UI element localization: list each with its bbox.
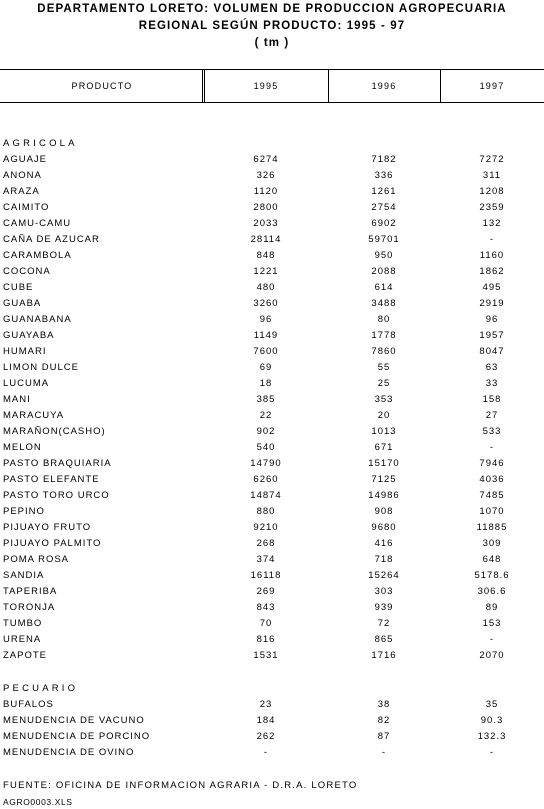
product-name: URENA xyxy=(3,634,42,645)
value-1996: 336 xyxy=(374,170,394,181)
value-1997: 1160 xyxy=(479,250,505,261)
product-name: MENUDENCIA DE OVINO xyxy=(3,747,135,758)
value-1996: - xyxy=(381,747,387,758)
product-name: ANONA xyxy=(3,170,42,181)
value-1996: 59701 xyxy=(368,234,400,245)
value-1995: 2800 xyxy=(253,202,279,213)
value-1995: 1149 xyxy=(253,330,279,341)
value-1995: 184 xyxy=(256,715,276,726)
value-1997: 1208 xyxy=(479,186,505,197)
value-1997: 533 xyxy=(482,426,502,437)
section-header xyxy=(0,681,544,697)
section-header xyxy=(0,136,544,152)
value-1997: 1957 xyxy=(479,330,505,341)
value-1996: 1716 xyxy=(371,650,397,661)
product-name: AGUAJE xyxy=(3,154,48,165)
value-1997: 63 xyxy=(485,362,499,373)
product-name: PASTO BRAQUIARIA xyxy=(3,458,112,469)
product-name: CARAMBOLA xyxy=(3,250,72,261)
table-row xyxy=(0,152,544,168)
product-name: PASTO TORO URCO xyxy=(3,490,110,501)
product-name: PASTO ELEFANTE xyxy=(3,474,100,485)
value-1997: - xyxy=(489,634,495,645)
table-row xyxy=(0,360,544,376)
product-name: SANDIA xyxy=(3,570,45,581)
value-1995: 22 xyxy=(259,410,273,421)
value-1997: 2070 xyxy=(479,650,505,661)
value-1996: 15170 xyxy=(368,458,400,469)
value-1997: 90.3 xyxy=(480,715,504,726)
value-1996: 38 xyxy=(377,699,391,710)
product-name: MENUDENCIA DE VACUNO xyxy=(3,715,145,726)
value-1997: 89 xyxy=(485,602,499,613)
value-1996: 416 xyxy=(374,538,394,549)
product-name: ARAZA xyxy=(3,186,40,197)
value-1995: 7600 xyxy=(253,346,279,357)
table-row xyxy=(0,584,544,600)
value-1996: 82 xyxy=(377,715,391,726)
section-spacer xyxy=(0,664,544,681)
value-1996: 7125 xyxy=(371,474,397,485)
table-row xyxy=(0,745,544,761)
value-1997: - xyxy=(489,234,495,245)
value-1996: 353 xyxy=(374,394,394,405)
value-1996: 20 xyxy=(377,410,391,421)
value-1997: 1070 xyxy=(479,506,505,517)
value-1997: 153 xyxy=(482,618,502,629)
value-1996: 15264 xyxy=(368,570,400,581)
value-1995: 2033 xyxy=(253,218,279,229)
table-row xyxy=(0,504,544,520)
value-1995: 6260 xyxy=(253,474,279,485)
table-row xyxy=(0,248,544,264)
product-name: GUAYABA xyxy=(3,330,55,341)
value-1997: 2359 xyxy=(479,202,505,213)
value-1996: 1261 xyxy=(371,186,397,197)
value-1997: 132 xyxy=(482,218,502,229)
product-name: POMA ROSA xyxy=(3,554,70,565)
value-1997: 311 xyxy=(482,170,502,181)
value-1996: 7182 xyxy=(371,154,397,165)
value-1996: 939 xyxy=(374,602,394,613)
value-1997: - xyxy=(489,442,495,453)
header-1997: 1997 xyxy=(479,81,505,91)
value-1995: 28114 xyxy=(250,234,282,245)
product-name: LUCUMA xyxy=(3,378,50,389)
product-name: GUANABANA xyxy=(3,314,72,325)
value-1995: 70 xyxy=(259,618,273,629)
value-1995: 18 xyxy=(259,378,273,389)
value-1996: 865 xyxy=(374,634,394,645)
value-1997: 132.3 xyxy=(477,731,507,742)
value-1997: 35 xyxy=(485,699,499,710)
table-row xyxy=(0,697,544,713)
value-1996: 303 xyxy=(374,586,394,597)
table-row xyxy=(0,713,544,729)
product-name: MELON xyxy=(3,442,42,453)
section-label: PECUARIO xyxy=(3,683,79,694)
value-1995: 843 xyxy=(256,602,276,613)
table-row xyxy=(0,600,544,616)
value-1995: 540 xyxy=(256,442,276,453)
value-1996: 718 xyxy=(374,554,394,565)
value-1996: 1013 xyxy=(371,426,397,437)
value-1997: 4036 xyxy=(479,474,505,485)
title-line-1: DEPARTAMENTO LORETO: VOLUMEN DE PRODUCCION AGROPECUARIA xyxy=(37,3,507,15)
table-row xyxy=(0,312,544,328)
value-1996: 6902 xyxy=(371,218,397,229)
product-name: PIJUAYO FRUTO xyxy=(3,522,92,533)
product-name: TAPERIBA xyxy=(3,586,58,597)
value-1995: 96 xyxy=(259,314,273,325)
table-body xyxy=(0,136,544,761)
table-header xyxy=(0,69,544,103)
value-1997: 648 xyxy=(482,554,502,565)
product-name: CAÑA DE AZUCAR xyxy=(3,234,100,245)
value-1997: 96 xyxy=(485,314,499,325)
product-name: CAMU-CAMU xyxy=(3,218,72,229)
header-divider xyxy=(202,70,203,102)
value-1996: 2754 xyxy=(371,202,397,213)
table-row xyxy=(0,328,544,344)
product-name: MARACUYA xyxy=(3,410,65,421)
table-row xyxy=(0,392,544,408)
value-1996: 908 xyxy=(374,506,394,517)
value-1997: 7946 xyxy=(479,458,505,469)
value-1997: 306.6 xyxy=(477,586,507,597)
table-row xyxy=(0,296,544,312)
value-1997: 7485 xyxy=(479,490,505,501)
product-name: COCONA xyxy=(3,266,51,277)
value-1997: - xyxy=(489,747,495,758)
table-row xyxy=(0,456,544,472)
value-1995: - xyxy=(263,747,269,758)
table-row xyxy=(0,280,544,296)
table-row xyxy=(0,520,544,536)
table-row xyxy=(0,232,544,248)
value-1995: 385 xyxy=(256,394,276,405)
value-1996: 2088 xyxy=(371,266,397,277)
table-row xyxy=(0,616,544,632)
value-1995: 902 xyxy=(256,426,276,437)
product-name: PIJUAYO PALMITO xyxy=(3,538,102,549)
header-producto: PRODUCTO xyxy=(71,81,133,91)
value-1995: 1221 xyxy=(253,266,279,277)
product-name: LIMON DULCE xyxy=(3,362,79,373)
value-1995: 1531 xyxy=(253,650,279,661)
product-name: PEPINO xyxy=(3,506,45,517)
value-1995: 816 xyxy=(256,634,276,645)
table-row xyxy=(0,344,544,360)
footer-file: AGRO0003.XLS xyxy=(3,797,73,807)
table-row xyxy=(0,568,544,584)
value-1997: 158 xyxy=(482,394,502,405)
value-1997: 27 xyxy=(485,410,499,421)
value-1996: 3488 xyxy=(371,298,397,309)
header-1996: 1996 xyxy=(371,81,397,91)
value-1996: 9680 xyxy=(371,522,397,533)
table-row xyxy=(0,168,544,184)
value-1997: 11885 xyxy=(476,522,508,533)
product-name: GUABA xyxy=(3,298,42,309)
table-row xyxy=(0,184,544,200)
value-1997: 8047 xyxy=(479,346,505,357)
value-1995: 3260 xyxy=(253,298,279,309)
title-line-2: REGIONAL SEGÚN PRODUCTO: 1995 - 97 xyxy=(138,20,406,32)
value-1997: 2919 xyxy=(479,298,505,309)
value-1995: 16118 xyxy=(250,570,282,581)
value-1996: 87 xyxy=(377,731,391,742)
value-1996: 1778 xyxy=(371,330,397,341)
value-1995: 262 xyxy=(256,731,276,742)
product-name: TUMBO xyxy=(3,618,43,629)
value-1995: 69 xyxy=(259,362,273,373)
table-row xyxy=(0,216,544,232)
value-1995: 880 xyxy=(256,506,276,517)
section-label: AGRICOLA xyxy=(3,138,78,149)
product-name: CAIMITO xyxy=(3,202,50,213)
value-1996: 614 xyxy=(374,282,394,293)
product-name: CUBE xyxy=(3,282,34,293)
table-row xyxy=(0,376,544,392)
product-name: MENUDENCIA DE PORCINO xyxy=(3,731,151,742)
product-name: MARAÑON(CASHO) xyxy=(3,426,106,437)
value-1997: 5178.6 xyxy=(474,570,510,581)
value-1995: 23 xyxy=(259,699,273,710)
title-unit: ( tm ) xyxy=(254,37,290,49)
product-name: MANI xyxy=(3,394,31,405)
product-name: ZAPOTE xyxy=(3,650,48,661)
value-1996: 950 xyxy=(374,250,394,261)
product-name: BUFALOS xyxy=(3,699,54,710)
value-1996: 72 xyxy=(377,618,391,629)
footer-source: FUENTE: OFICINA DE INFORMACION AGRARIA - D.R.A. LORETO xyxy=(3,780,358,791)
value-1996: 25 xyxy=(377,378,391,389)
value-1996: 7860 xyxy=(371,346,397,357)
value-1997: 33 xyxy=(485,378,499,389)
value-1997: 7272 xyxy=(479,154,505,165)
table-row xyxy=(0,729,544,745)
value-1996: 55 xyxy=(377,362,391,373)
value-1997: 495 xyxy=(482,282,502,293)
value-1995: 326 xyxy=(256,170,276,181)
value-1997: 309 xyxy=(482,538,502,549)
value-1995: 9210 xyxy=(253,522,279,533)
value-1996: 671 xyxy=(374,442,394,453)
table-row xyxy=(0,408,544,424)
table-row xyxy=(0,472,544,488)
table-row xyxy=(0,200,544,216)
table-row xyxy=(0,536,544,552)
value-1995: 1120 xyxy=(253,186,279,197)
header-1995: 1995 xyxy=(253,81,279,91)
value-1995: 14790 xyxy=(250,458,282,469)
value-1996: 80 xyxy=(377,314,391,325)
value-1995: 848 xyxy=(256,250,276,261)
value-1996: 14986 xyxy=(368,490,400,501)
value-1995: 269 xyxy=(256,586,276,597)
product-name: HUMARI xyxy=(3,346,47,357)
value-1995: 268 xyxy=(256,538,276,549)
value-1995: 6274 xyxy=(253,154,279,165)
table-row xyxy=(0,424,544,440)
table-row xyxy=(0,552,544,568)
table-row xyxy=(0,440,544,456)
table-row xyxy=(0,488,544,504)
table-row xyxy=(0,632,544,648)
product-name: TORONJA xyxy=(3,602,56,613)
value-1997: 1862 xyxy=(479,266,505,277)
value-1995: 14874 xyxy=(250,490,282,501)
table-row xyxy=(0,264,544,280)
value-1995: 374 xyxy=(256,554,276,565)
value-1995: 480 xyxy=(256,282,276,293)
table-row xyxy=(0,648,544,664)
